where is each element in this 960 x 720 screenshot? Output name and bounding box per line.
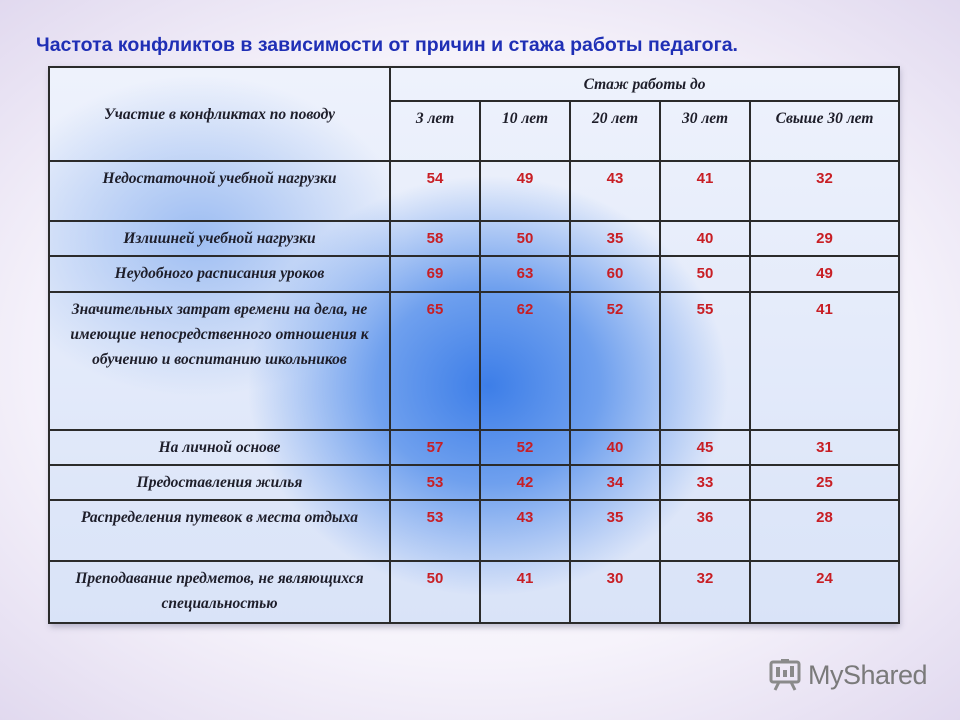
table-cell: 43 [480,500,570,560]
table-cell: 62 [480,292,570,431]
row-label: Неудобного расписания уроков [49,256,390,291]
table-cell: 49 [480,161,570,221]
table-cell: 24 [750,561,899,623]
table-cell: 63 [480,256,570,291]
table-cell: 60 [570,256,660,291]
table-row [49,430,899,465]
myshared-watermark [768,655,938,695]
table-cell: 41 [660,161,750,221]
table-cell: 40 [570,430,660,465]
column-header: 3 лет [390,101,480,161]
table-cell: 52 [480,430,570,465]
table-cell: 33 [660,465,750,500]
conflict-frequency-table-container [48,66,898,624]
table-cell: 35 [570,221,660,256]
table-cell: 32 [660,561,750,623]
table-cell: 50 [660,256,750,291]
table-cell: 49 [750,256,899,291]
table-row [49,465,899,500]
table-cell: 65 [390,292,480,431]
page-title: Частота конфликтов в зависимости от причин и стажа работы педагога. [36,34,738,56]
table-cell: 35 [570,500,660,560]
table-cell: 41 [750,292,899,431]
column-header: 20 лет [570,101,660,161]
table-cell: 41 [480,561,570,623]
table-cell: 28 [750,500,899,560]
table-cell: 30 [570,561,660,623]
table-row [49,256,899,291]
table-cell: 45 [660,430,750,465]
table-row [49,292,899,431]
table-cell: 36 [660,500,750,560]
presentation-board-icon [768,658,802,692]
table-cell: 58 [390,221,480,256]
row-label: Преподавание предметов, не являющихся специальностью [49,561,390,623]
table-cell: 32 [750,161,899,221]
table-cell: 57 [390,430,480,465]
table-cell: 55 [660,292,750,431]
table-cell: 40 [660,221,750,256]
table-cell: 25 [750,465,899,500]
row-label: Излишней учебной нагрузки [49,221,390,256]
watermark-text: MyShared [808,659,928,690]
row-label: Предоставления жилья [49,465,390,500]
row-label: Недостаточной учебной нагрузки [49,161,390,221]
row-header-label: Участие в конфликтах по поводу [49,67,390,161]
table-cell: 53 [390,500,480,560]
table-cell: 43 [570,161,660,221]
table-row [49,221,899,256]
table-cell: 50 [480,221,570,256]
table-cell: 50 [390,561,480,623]
group-header: Стаж работы до [390,67,899,101]
table-cell: 69 [390,256,480,291]
row-label: На личной основе [49,430,390,465]
column-header: 10 лет [480,101,570,161]
table-cell: 34 [570,465,660,500]
column-header: 30 лет [660,101,750,161]
table-row [49,561,899,623]
table-cell: 42 [480,465,570,500]
table-cell: 52 [570,292,660,431]
column-header: Свыше 30 лет [750,101,899,161]
table-row [49,161,899,221]
row-label: Распределения путевок в места отдыха [49,500,390,560]
table-row [49,500,899,560]
table-cell: 29 [750,221,899,256]
table-cell: 53 [390,465,480,500]
table-cell: 54 [390,161,480,221]
conflict-frequency-table [48,66,900,624]
row-label: Значительных затрат времени на дела, не имеющие непосредственного отношения к обучению и воспитанию школьников [49,292,390,431]
table-cell: 31 [750,430,899,465]
